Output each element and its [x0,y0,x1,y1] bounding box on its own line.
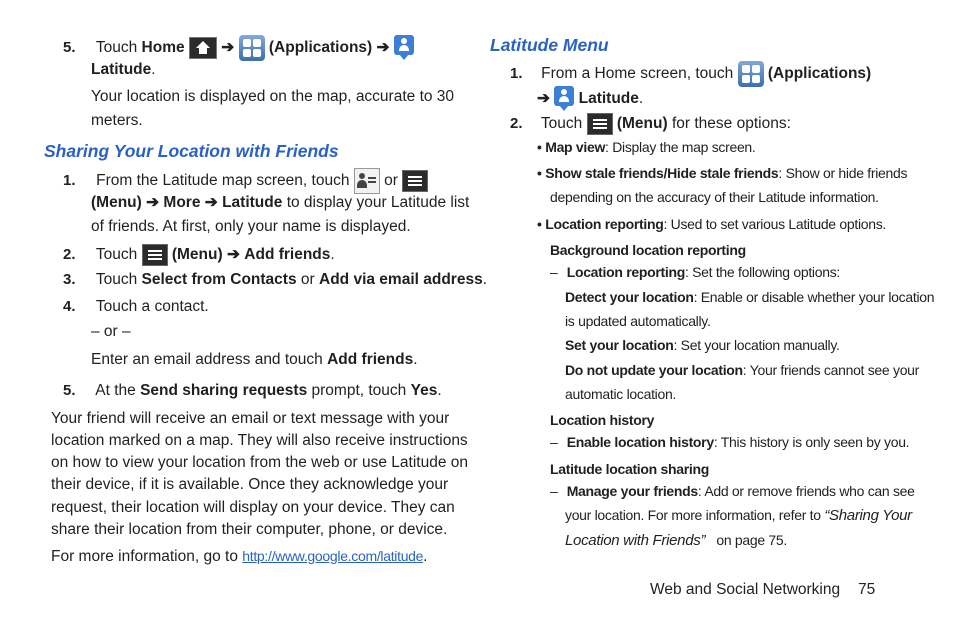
manage-friends-line-3: Location with Friends” on page 75. [565,532,787,549]
detect-location: Detect your location: Enable or disable whether your location [565,289,935,305]
bullet-stale-friends-line-2: depending on the accuracy of their Latitude information. [550,189,879,205]
detect-location-line-2: is updated automatically. [565,313,711,329]
home-icon [189,37,217,59]
more-information: For more information, go to http://www.google.com/latitude. [51,548,428,565]
page-number: 75 [858,581,876,598]
sharing-step-4-enter: Enter an email address and touch Add friends. [91,351,418,368]
manage-friends-line-2: your location. For more information, refer to “Sharing Your [565,507,912,524]
menu-step-1-line-2: ➔ Latitude. [537,86,643,112]
latitude-icon [394,35,414,61]
enable-location-history: – Enable location history: This history is only seen by you. [550,434,910,450]
applications-icon [738,61,764,87]
footer-section-title: Web and Social Networking [650,581,841,598]
section-heading-sharing: Sharing Your Location with Friends [44,141,339,161]
bullet-location-reporting: • Location reporting: Used to set various Latitude options. [537,216,887,232]
manage-friends: – Manage your friends: Add or remove friends who can see [550,483,915,499]
add-friend-icon [354,168,380,194]
no-update-location: Do not update your location: Your friends cannot see your [565,362,920,378]
sharing-step-1-line-2: (Menu) ➔ More ➔ Latitude to display your Latitude list [91,194,470,211]
section-heading-latitude-menu: Latitude Menu [490,35,609,55]
menu-icon [142,244,168,266]
menu-icon [402,170,428,192]
sharing-step-5: 5. At the Send sharing requests prompt, touch Yes. [63,382,442,399]
applications-icon [239,35,265,61]
sharing-step-4-or: – or – [91,323,131,340]
sub-location-reporting: – Location reporting: Set the following options: [550,264,840,280]
paragraph-line: request, their location will display on your device. They can [51,499,455,516]
step-5-home: 5. Touch Home ➔ (Applications) ➔ [63,35,414,61]
latitude-link[interactable]: http://www.google.com/latitude [242,548,424,564]
no-update-location-line-2: automatic location. [565,386,677,402]
sharing-step-3: 3. Touch Select from Contacts or Add via email address. [63,271,488,288]
step-5-description-line-2: meters. [91,112,143,129]
menu-icon [587,113,613,135]
bullet-map-view: • Map view: Display the map screen. [537,139,756,155]
sharing-step-1-line-3: of friends. At first, only your name is displayed. [91,218,411,235]
paragraph-line: share their location from their computer, phone, or device. [51,521,448,538]
latitude-sharing-heading: Latitude location sharing [550,461,709,477]
step-5-latitude-line: Latitude. [91,61,156,78]
location-history-heading: Location history [550,412,655,428]
menu-step-1: 1. From a Home screen, touch (Applications) [510,61,871,87]
step-5-description-line-1: Your location is displayed on the map, accurate to 30 [91,88,455,105]
paragraph-line: location marked on a map. They will also receive instructions [51,432,468,449]
paragraph-line: Your friend will receive an email or text message with your [51,410,450,427]
latitude-icon [554,86,574,112]
sharing-step-4: 4. Touch a contact. [63,298,209,315]
menu-step-2: 2. Touch (Menu) for these options: [510,113,791,135]
sharing-step-1: 1. From the Latitude map screen, touch or [63,168,428,194]
paragraph-line: on how to view your location from the web or use Latitude on [51,454,469,471]
sharing-step-2: 2. Touch (Menu) ➔ Add friends. [63,244,335,266]
bullet-stale-friends: • Show stale friends/Hide stale friends: Show or hide friends [537,165,908,181]
paragraph-line: their device, if it is available. Once they acknowledge your [51,476,449,493]
set-location: Set your location: Set your location manually. [565,337,840,353]
background-location-heading: Background location reporting [550,242,746,258]
